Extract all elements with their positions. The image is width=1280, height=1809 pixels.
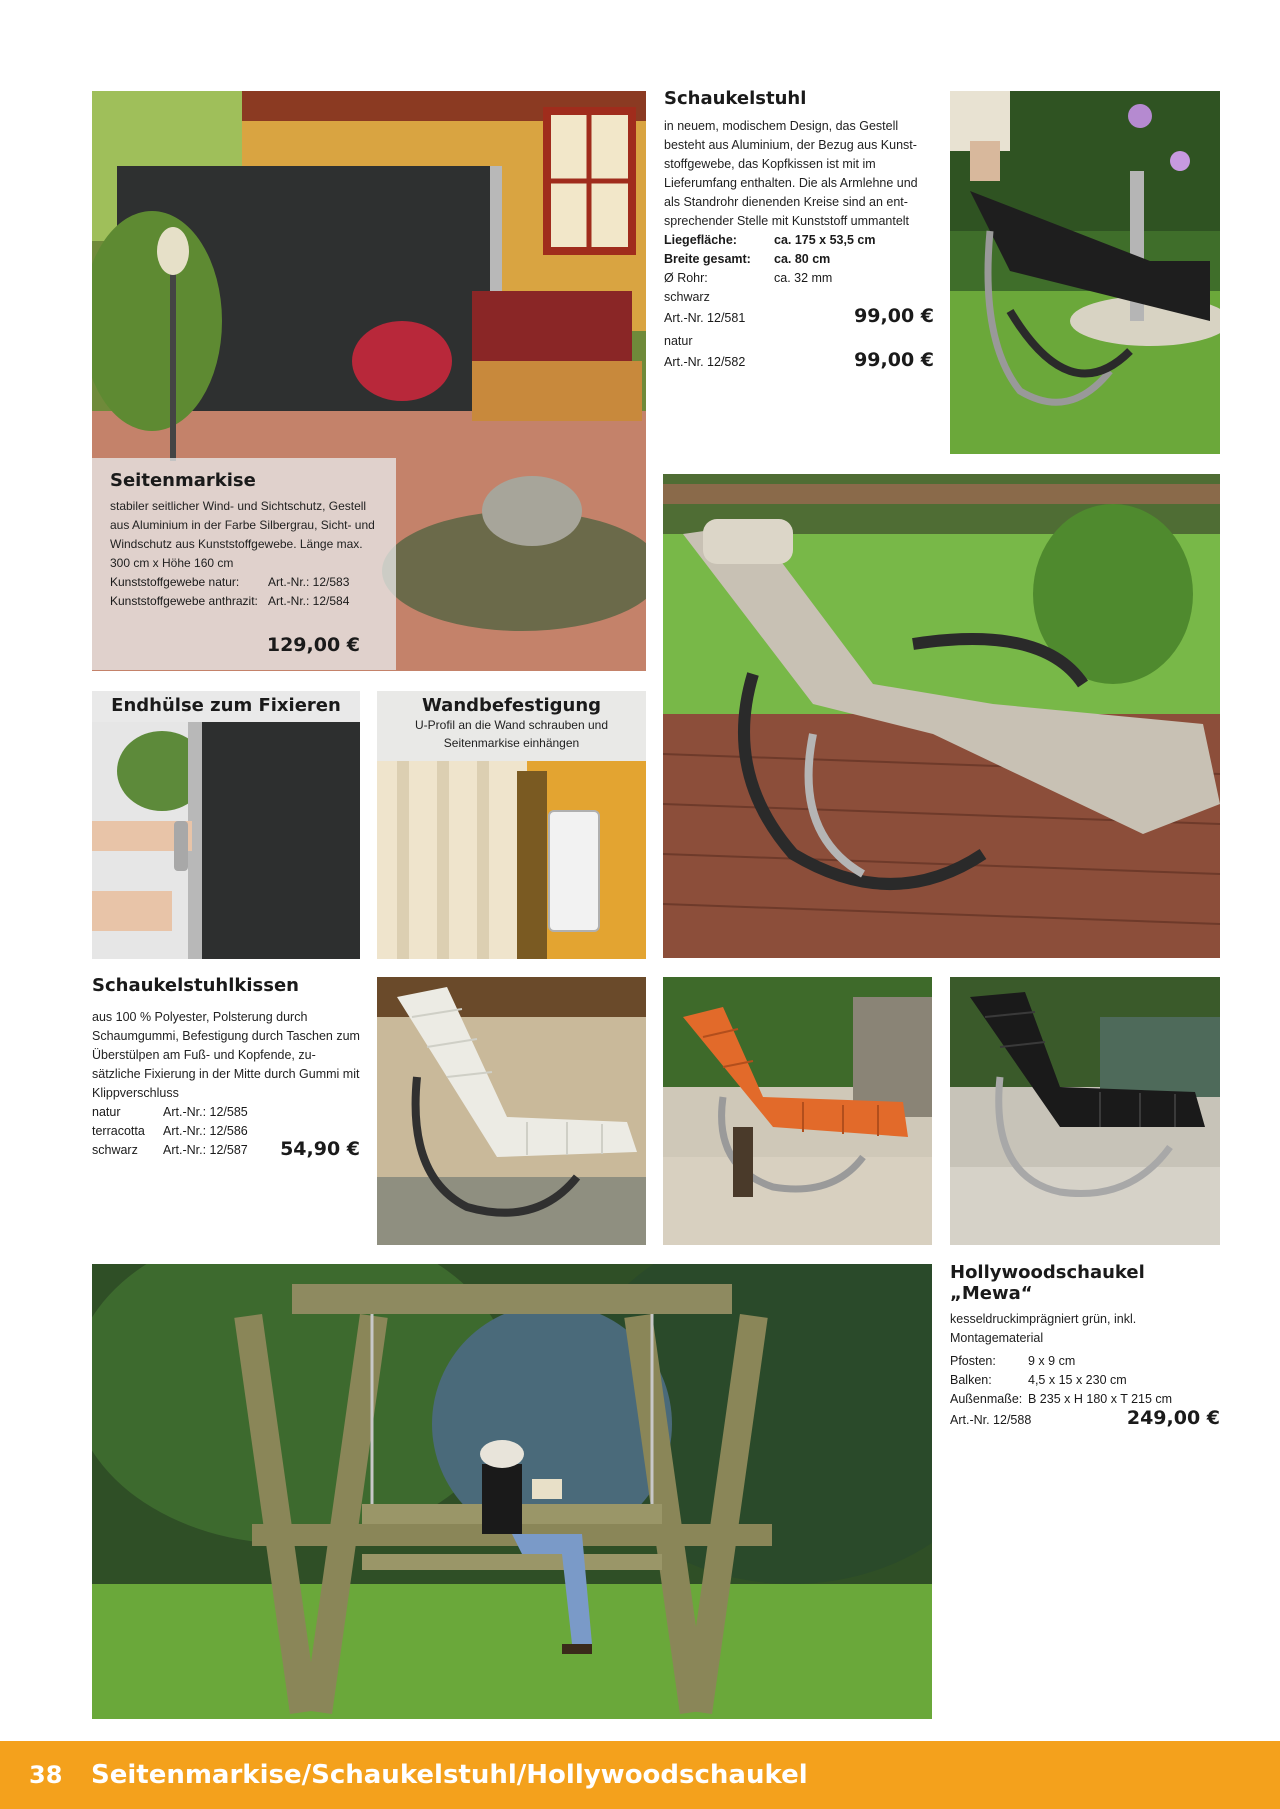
hollywood-price: 249,00 € <box>1126 1407 1220 1429</box>
wandbefestigung-description: U-Profil an die Wand schrauben und Seitenmarkise einhängen <box>415 718 608 750</box>
variant-color-natur: natur <box>664 334 693 348</box>
schaukelstuhl-title: Schaukelstuhl <box>664 88 807 109</box>
schaukelstuhl-carry-photo <box>950 91 1220 454</box>
hollywood-spec-pfosten: Pfosten: 9 x 9 cm <box>950 1354 1076 1368</box>
spec-rohr: Ø Rohr: ca. 32 mm <box>664 271 833 285</box>
hollywoodschaukel-photo <box>92 1264 932 1719</box>
schaukelstuhl-deck-photo <box>663 474 1220 958</box>
kissen-variant-terracotta: terracotta Art.-Nr.: 12/586 <box>92 1124 248 1138</box>
hollywood-description: kesseldruckimprägniert grün, inkl. Montagematerial <box>950 1312 1137 1345</box>
footer-title: Seitenmarkise/Schaukelstuhl/Hollywoodschaukel <box>91 1760 808 1790</box>
seitenmarkise-info <box>92 458 396 670</box>
spec-liegeflaeche: Liegefläche: ca. 175 x 53,5 cm <box>664 233 876 247</box>
hollywood-spec-aussenmasse: Außenmaße: B 235 x H 180 x T 215 cm <box>950 1392 1173 1406</box>
page-footer <box>0 1741 1280 1809</box>
kissen-description: aus 100 % Polyester, Polsterung durch Schaumgummi, Befestigung durch Taschen zum Überstülpen am Fuß- und Kopfende, zu-sätzliche Fixierung in der Mitte durch Gummi mit Klippverschluss <box>92 1010 360 1100</box>
kissen-price: 54,90 € <box>280 1138 360 1160</box>
kissen-variant-natur: natur Art.-Nr.: 12/585 <box>92 1105 248 1119</box>
hollywood-info <box>950 1262 1220 1430</box>
endhuelse-label <box>92 691 360 722</box>
wandbefestigung-title: Wandbefestigung <box>421 695 602 716</box>
kissen-title: Schaukelstuhlkissen <box>92 975 299 996</box>
schaukelstuhl-price-natur: 99,00 € <box>854 349 934 371</box>
schaukelstuhl-info <box>664 88 934 372</box>
schaukelstuhl-description: in neuem, modischem Design, das Gestell besteht aus Aluminium, der Bezug aus Kunst-stoffgewebe, das Kopfkissen ist mit im Lieferumfang enthalten. Die als Armlehne und als Standrohr dienenden Kreise sind an ent-sprechender Stelle mit Kunststoff ummantelt <box>664 119 918 228</box>
kissen-terracotta-photo <box>663 977 932 1245</box>
variant-natur-row: Art.-Nr. 12/582 99,00 € <box>664 349 934 371</box>
seitenmarkise-description: stabiler seitlicher Wind- und Sichtschutz, Gestell aus Aluminium in der Farbe Silbergrau, Sicht- und Windschutz aus Kunststoffgewebe. Länge max. 300 cm x Höhe 160 cm <box>110 499 375 570</box>
seitenmarkise-article-natur: Kunststoffgewebe natur: Art.-Nr.: 12/583 <box>110 575 350 589</box>
kissen-schwarz-photo <box>950 977 1220 1245</box>
hollywood-article-row: Art.-Nr. 12/588 249,00 € <box>950 1407 1220 1429</box>
seitenmarkise-price: 129,00 € <box>266 634 360 656</box>
hollywood-spec-balken: Balken: 4,5 x 15 x 230 cm <box>950 1373 1127 1387</box>
seitenmarkise-title: Seitenmarkise <box>110 470 256 491</box>
hollywood-title: Hollywoodschaukel „Mewa“ <box>950 1262 1145 1304</box>
spec-breite: Breite gesamt: ca. 80 cm <box>664 252 831 266</box>
variant-schwarz-row: Art.-Nr. 12/581 99,00 € <box>664 305 934 327</box>
seitenmarkise-article-anthrazit: Kunststoffgewebe anthrazit: Art.-Nr.: 12/584 <box>110 594 350 608</box>
kissen-info <box>92 975 360 1160</box>
schaukelstuhl-price-schwarz: 99,00 € <box>854 305 934 327</box>
kissen-variant-schwarz: schwarz Art.-Nr.: 12/587 <box>92 1143 248 1157</box>
endhuelse-title: Endhülse zum Fixieren <box>111 695 341 716</box>
page-number: 38 <box>29 1761 63 1789</box>
variant-color-schwarz: schwarz <box>664 290 710 304</box>
wandbefestigung-label <box>377 691 646 761</box>
endhuelse-photo <box>92 691 360 959</box>
kissen-natur-photo <box>377 977 646 1245</box>
